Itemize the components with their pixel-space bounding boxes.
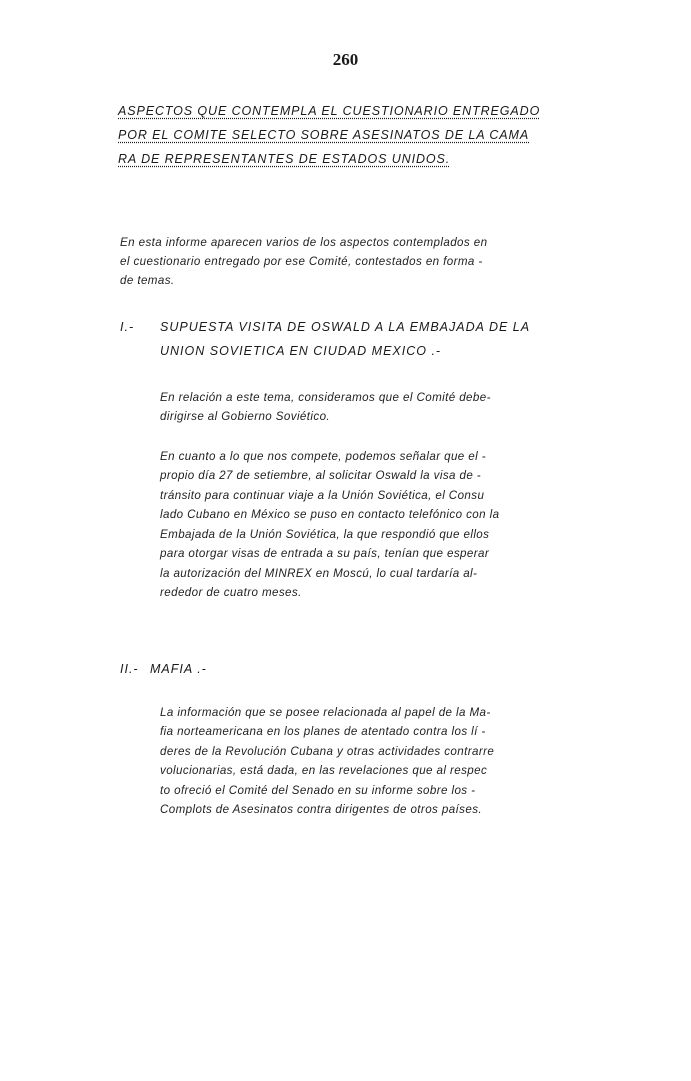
paragraph-line: dirigirse al Gobierno Soviético. <box>160 410 331 423</box>
section-1-number: I.- <box>120 320 135 334</box>
section-2-heading: MAFIA .- <box>150 662 207 676</box>
paragraph-line: propio día 27 de setiembre, al solicitar Oswald la visa de - <box>160 469 482 482</box>
intro-line: En esta informe aparecen varios de los aspectos contemplados en <box>120 236 488 249</box>
paragraph-line: volucionarias, está dada, en las revelaciones que al respec <box>160 764 488 777</box>
paragraph-line: rededor de cuatro meses. <box>160 586 302 599</box>
paragraph-line: para otorgar visas de entrada a su país, tenían que esperar <box>160 547 490 560</box>
paragraph-line: fia norteamericana en los planes de atentado contra los lí - <box>160 725 486 738</box>
intro-line: el cuestionario entregado por ese Comité, contestados en forma - <box>120 255 483 268</box>
paragraph-line: lado Cubano en México se puso en contacto telefónico con la <box>160 508 500 521</box>
title-line: RA DE REPRESENTANTES DE ESTADOS UNIDOS. <box>118 152 451 166</box>
title-line: POR EL COMITE SELECTO SOBRE ASESINATOS DE LA CAMA <box>118 128 530 142</box>
intro-line: de temas. <box>120 274 175 287</box>
page-number: 260 <box>332 50 359 69</box>
paragraph-line: deres de la Revolución Cubana y otras actividades contrarre <box>160 745 495 758</box>
paragraph-line: tránsito para continuar viaje a la Unión Soviética, el Consu <box>160 489 485 502</box>
section-2-number: II.- <box>120 662 139 676</box>
section-1-heading: UNION SOVIETICA EN CIUDAD MEXICO .- <box>160 344 442 358</box>
title-line: ASPECTOS QUE CONTEMPLA EL CUESTIONARIO ENTREGADO <box>118 104 541 118</box>
paragraph-line: Embajada de la Unión Soviética, la que respondió que ellos <box>160 528 490 541</box>
section-1-heading: SUPUESTA VISITA DE OSWALD A LA EMBAJADA DE LA <box>160 320 531 334</box>
paragraph-line: Complots de Asesinatos contra dirigentes de otros países. <box>160 803 483 816</box>
paragraph-line: la autorización del MINREX en Moscú, lo cual tardaría al- <box>160 567 478 580</box>
paragraph-line: to ofreció el Comité del Senado en su informe sobre los - <box>160 784 476 797</box>
paragraph-line: La información que se posee relacionada al papel de la Ma- <box>160 706 491 719</box>
paragraph-line: En relación a este tema, consideramos que el Comité debe- <box>160 391 491 404</box>
paragraph-line: En cuanto a lo que nos compete, podemos señalar que el - <box>160 450 486 463</box>
